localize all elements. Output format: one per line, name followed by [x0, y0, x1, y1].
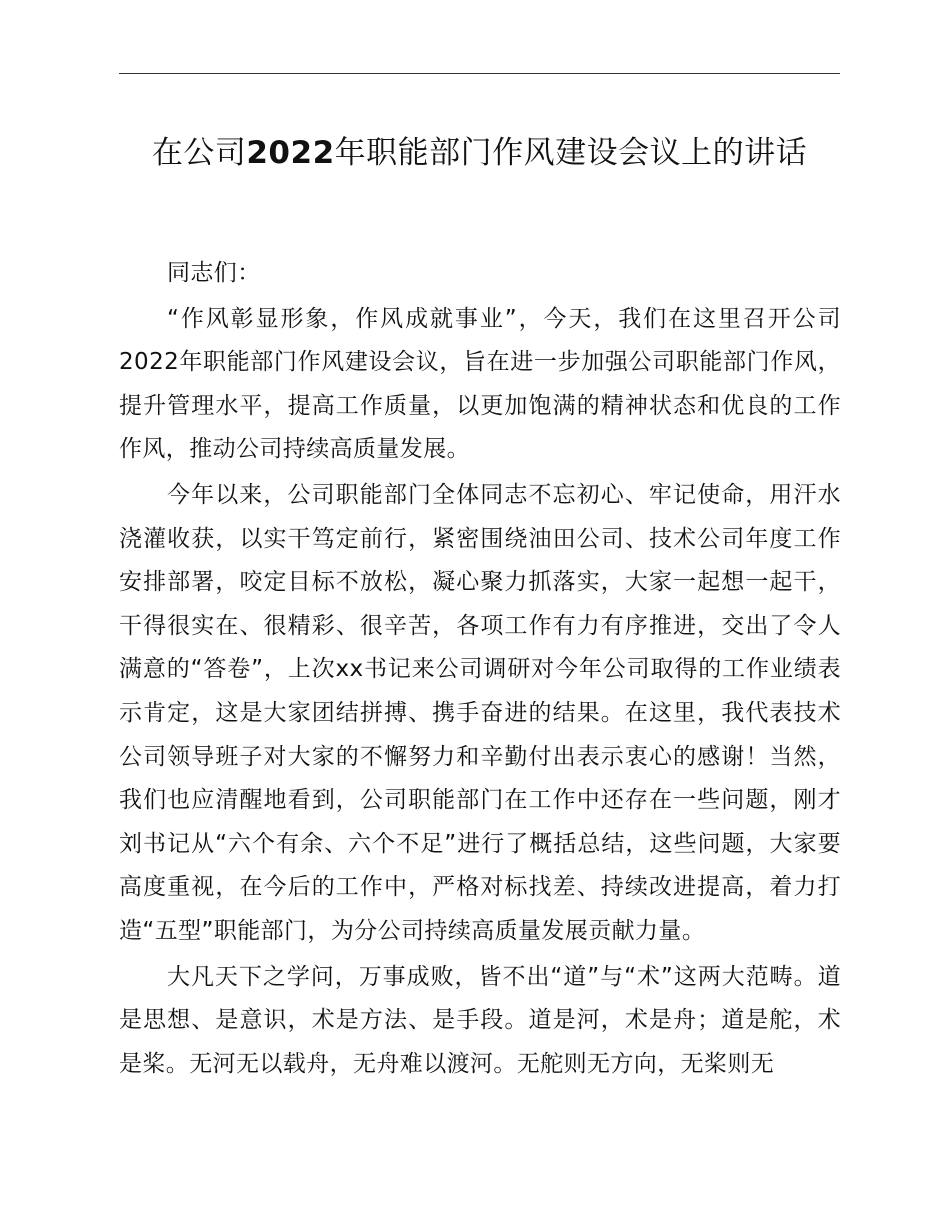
- paragraph-2: 今年以来，公司职能部门全体同志不忘初心、牢记使命，用汗水浇灌收获，以实干笃定前行，紧密围绕油田公司、技术公司年度工作安排部署，咬定目标不放松，凝心聚力抓落实，大家一起想一起干，干得很实在、很精彩、很辛苦，各项工作有力有序推进，交出了令人满意的“答卷”，上次xx书记来公司调研对今年公司取得的工作业绩表示肯定，这是大家团结拼搏、携手奋进的结果。在这里，我代表技术公司领导班子对大家的不懈努力和辛勤付出表示衷心的感谢！当然，我们也应清醒地看到，公司职能部门在工作中还存在一些问题，刚才刘书记从“六个有余、六个不足”进行了概括总结，这些问题，大家要高度重视，在今后的工作中，严格对标找差、持续改进提高，着力打造“五型”职能部门，为分公司持续高质量发展贡献力量。: [119, 481, 841, 944]
- title-prefix: 在公司: [151, 135, 247, 171]
- paragraph-3: 大凡天下之学问，万事成败，皆不出“道”与“术”这两大范畴。道是思想、是意识，术是方法、是手段。道是河，术是舟；道是舵，术是桨。无河无以载舟，无舟难以渡河。无舵则无方向，无桨则无: [119, 963, 841, 1077]
- title-year: 2022: [246, 135, 335, 171]
- title-suffix: 年职能部门作风建设会议上的讲话: [334, 135, 808, 171]
- document-body: [119, 252, 841, 1086]
- document-title: [119, 132, 840, 175]
- paragraph-1: “作风彰显形象，作风成就事业”，今天，我们在这里召开公司2022年职能部门作风建设会议，旨在进一步加强公司职能部门作风，提升管理水平，提高工作质量，以更加饱满的精神状态和优良的工作作风，推动公司持续高质量发展。: [119, 305, 841, 463]
- greeting: 同志们：: [167, 260, 261, 286]
- header-rule: [119, 73, 840, 74]
